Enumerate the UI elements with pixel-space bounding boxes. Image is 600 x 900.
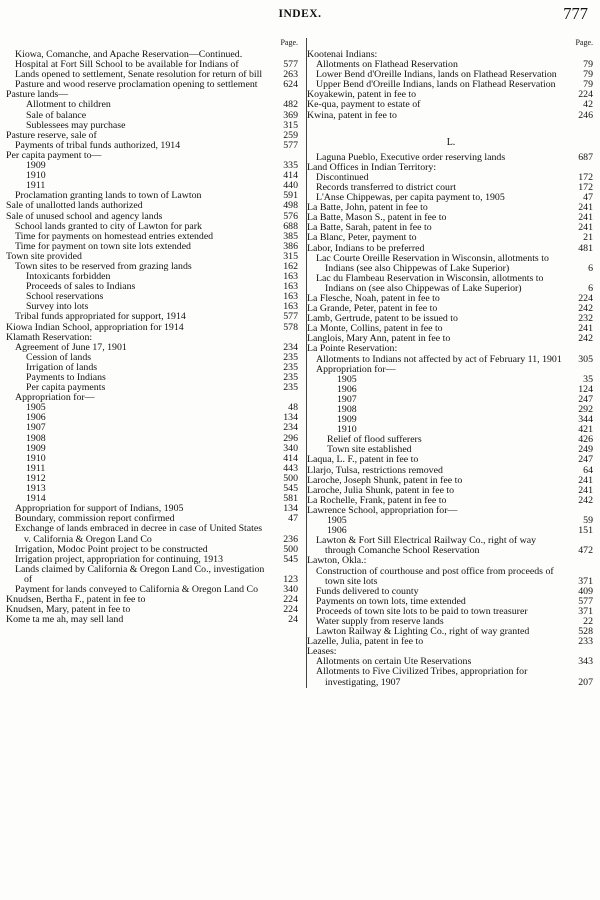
index-entry xyxy=(307,506,595,516)
entry-page: 472 xyxy=(578,545,593,557)
index-entry xyxy=(307,567,595,587)
entry-text: Pasture lands— xyxy=(6,89,69,101)
entry-page: 426 xyxy=(578,434,593,446)
entry-page: 414 xyxy=(283,452,298,464)
entry-page: 6 xyxy=(588,282,593,294)
entry-text: Tribal funds appropriated for support, 1914 xyxy=(15,311,186,323)
entry-page: 369 xyxy=(283,109,298,121)
left-entry-list xyxy=(6,50,300,625)
entry-text: Payments to Indians xyxy=(26,372,106,383)
entry-text: La Rochelle, Frank, patent in fee to xyxy=(307,494,447,506)
entry-text: La Pointe Reservation: xyxy=(307,343,398,355)
entry-text: Pasture reserve, sale of xyxy=(6,129,97,141)
entry-text: Lac du Flambeau Reservation in Wisconsin, allotments to Indians on (see also Chippewas of Lake Superior) xyxy=(316,272,544,294)
index-entry xyxy=(6,484,300,494)
entry-text: 1911 xyxy=(26,180,46,192)
entry-page: 232 xyxy=(578,313,593,325)
entry-page: 134 xyxy=(283,412,298,424)
entry-text: Appropriation for support of Indians, 1905 xyxy=(15,503,184,515)
page-header xyxy=(0,4,600,24)
entry-page: 236 xyxy=(283,533,298,545)
entry-text: Lands opened to settlement, Senate resolution for return of bill xyxy=(15,69,263,81)
entry-text: 1910 xyxy=(26,452,46,464)
entry-text: Lamb, Gertrude, patent to be issued to xyxy=(307,313,458,325)
index-entry xyxy=(6,151,300,161)
entry-page: 234 xyxy=(283,341,298,353)
entry-text: Cession of lands xyxy=(26,351,92,363)
entry-text: Payment for lands conveyed to California & Oregon Land Co xyxy=(15,583,259,595)
entry-text: 1912 xyxy=(26,472,46,484)
entry-text: Construction of courthouse and post office from proceeds of town site lots xyxy=(316,565,554,587)
entry-text: Proceeds of sales to Indians xyxy=(26,281,136,293)
index-entry xyxy=(307,233,595,243)
entry-text: Kwina, patent in fee to xyxy=(307,109,397,121)
entry-page: 371 xyxy=(578,605,593,617)
entry-text: Lazelle, Julia, patent in fee to xyxy=(307,636,424,648)
entry-text: 1906 xyxy=(26,412,46,424)
entry-text: Town site established xyxy=(327,444,412,456)
entry-page: 242 xyxy=(578,303,593,315)
entry-page: 335 xyxy=(283,160,298,172)
entry-page: 577 xyxy=(283,59,298,71)
entry-page: 224 xyxy=(283,604,298,616)
entry-page: 500 xyxy=(283,543,298,555)
entry-text: Intoxicants forbidden xyxy=(26,271,111,283)
entry-text: Per capita payment to— xyxy=(6,149,102,161)
index-entry xyxy=(6,474,300,484)
entry-page: 500 xyxy=(283,472,298,484)
entry-text: Irrigation project, appropriation for continuing, 1913 xyxy=(15,553,224,565)
entry-text: Allotments to Indians not affected by act of February 11, 1901 xyxy=(316,353,562,365)
entry-text: Koyakewin, patent in fee to xyxy=(307,89,417,101)
entry-page: 242 xyxy=(578,333,593,345)
entry-text: Appropriation for— xyxy=(316,363,396,375)
entry-text: Lands claimed by California & Oregon Land Co., investigation of xyxy=(15,563,265,585)
entry-text: Upper Bend d'Oreille Indians, lands on Flathead Reservation xyxy=(316,79,556,91)
entry-text: La Batte, John, patent in fee to xyxy=(307,202,428,214)
entry-page: 79 xyxy=(583,69,593,81)
entry-text: Proclamation granting lands to town of Lawton xyxy=(15,190,202,202)
entry-page: 241 xyxy=(578,323,593,335)
entry-page: 59 xyxy=(583,515,593,527)
entry-text: Land Offices in Indian Territory: xyxy=(307,161,437,173)
entry-text: 1909 xyxy=(337,414,357,426)
entry-text: Lawton Railway & Lighting Co., right of way granted xyxy=(316,626,530,638)
entry-page: 35 xyxy=(583,373,593,385)
entry-page: 577 xyxy=(283,139,298,151)
entry-text: Exchange of lands embraced in decree in case of United States v. California & Oregon Land Co xyxy=(15,523,263,545)
entry-page: 42 xyxy=(583,99,593,111)
index-entry xyxy=(307,556,595,566)
entry-text: Kootenai Indians: xyxy=(307,49,378,60)
index-entry xyxy=(307,111,595,121)
entry-page: 482 xyxy=(283,99,298,111)
entry-text: Labor, Indians to be preferred xyxy=(307,242,425,254)
entry-page: 386 xyxy=(283,240,298,252)
entry-text: Hospital at Fort Sill School to be available for Indians of xyxy=(15,59,239,71)
entry-page: 624 xyxy=(283,79,298,91)
entry-page: 409 xyxy=(578,585,593,597)
entry-page: 123 xyxy=(283,573,298,585)
entry-text: 1907 xyxy=(337,393,357,405)
entry-page: 340 xyxy=(283,442,298,454)
entry-page: 688 xyxy=(283,220,298,232)
index-entry xyxy=(6,171,300,181)
entry-page: 440 xyxy=(283,180,298,192)
entry-page: 305 xyxy=(578,353,593,365)
entry-page: 224 xyxy=(578,89,593,101)
index-entry xyxy=(6,403,300,413)
entry-page: 79 xyxy=(583,79,593,91)
entry-text: 1909 xyxy=(26,160,46,172)
entry-page: 162 xyxy=(283,260,298,272)
entry-text: Payments on town lots, time extended xyxy=(316,595,466,607)
entry-text: Klamath Reservation: xyxy=(6,331,93,343)
entry-page: 246 xyxy=(578,109,593,121)
entry-text: L'Anse Chippewas, per capita payment to, 1905 xyxy=(316,192,505,204)
entry-page: 235 xyxy=(283,361,298,373)
entry-page: 545 xyxy=(283,483,298,495)
entry-page: 371 xyxy=(578,575,593,587)
entry-page: 315 xyxy=(283,119,298,131)
entry-text: 1911 xyxy=(26,462,46,474)
entry-page: 224 xyxy=(578,292,593,304)
entry-page: 6 xyxy=(588,262,593,274)
entry-text: Relief of flood sufferers xyxy=(327,434,422,446)
entry-text: Survey into lots xyxy=(26,301,89,313)
entry-page: 163 xyxy=(283,281,298,293)
index-entry xyxy=(6,524,300,544)
entry-page: 241 xyxy=(578,222,593,234)
entry-text: Town site provided xyxy=(6,250,82,262)
entry-text: Laqua, L. F., patent in fee to xyxy=(307,454,419,466)
entry-page: 315 xyxy=(283,250,298,262)
entry-page: 259 xyxy=(283,129,298,141)
entry-text: Water supply from reserve lands xyxy=(316,615,444,627)
entry-text: Sale of balance xyxy=(26,109,87,121)
entry-page: 134 xyxy=(283,503,298,515)
entry-page: 163 xyxy=(283,291,298,303)
entry-text: La Grande, Peter, patent in fee to xyxy=(307,303,438,315)
entry-text: 1906 xyxy=(327,525,347,537)
entry-text: Knudsen, Bertha F., patent in fee to xyxy=(6,594,146,606)
entry-text: Appropriation for— xyxy=(15,392,95,404)
entry-text: Kome ta me ah, may sell land xyxy=(6,614,124,626)
index-entry xyxy=(307,637,595,647)
index-entry xyxy=(307,254,595,274)
entry-page: 292 xyxy=(578,404,593,415)
entry-text: 1907 xyxy=(26,422,46,434)
entry-text: Proceeds of town site lots to be paid to town treasurer xyxy=(316,605,528,617)
right-column xyxy=(306,38,595,688)
entry-page: 47 xyxy=(288,513,298,525)
entry-text: Town sites to be reserved from grazing lands xyxy=(15,260,192,272)
entry-page: 235 xyxy=(283,372,298,383)
entry-page: 577 xyxy=(283,311,298,323)
entry-text: Allotments on certain Ute Reservations xyxy=(316,656,472,668)
entry-text: La Monte, Collins, patent in fee to xyxy=(307,323,443,335)
entry-text: Kiowa, Comanche, and Apache Reservation—Continued. xyxy=(15,49,243,60)
index-entry xyxy=(6,393,300,403)
entry-page: 576 xyxy=(283,210,298,222)
entry-page: 385 xyxy=(283,230,298,242)
index-entry xyxy=(6,454,300,464)
entry-page: 234 xyxy=(283,422,298,434)
entry-text: 1906 xyxy=(337,383,357,395)
entry-text: La Batte, Mason S., patent in fee to xyxy=(307,212,447,224)
entry-text: Laroche, Julia Shunk, patent in fee to xyxy=(307,484,455,496)
entry-text: Irrigation, Modoc Point project to be constructed xyxy=(15,543,208,555)
entry-page: 241 xyxy=(578,484,593,496)
page-title: INDEX. xyxy=(278,8,322,20)
entry-text: Kiowa Indian School, appropriation for 1914 xyxy=(6,321,184,333)
entry-page: 241 xyxy=(578,474,593,486)
index-entry xyxy=(6,161,300,171)
entry-text: Llarjo, Tulsa, restrictions removed xyxy=(307,464,443,476)
entry-page: 235 xyxy=(283,382,298,394)
entry-page: 343 xyxy=(578,656,593,668)
entry-text: 1908 xyxy=(26,432,46,444)
entry-page: 344 xyxy=(578,414,593,426)
entry-text: 1909 xyxy=(26,442,46,454)
entry-text: Allotments on Flathead Reservation xyxy=(316,59,458,71)
entry-page: 124 xyxy=(578,383,593,395)
entry-page: 340 xyxy=(283,583,298,595)
entry-text: Lawton, Okla.: xyxy=(307,555,367,567)
entry-text: Allotment to children xyxy=(26,99,111,111)
entry-text: Agreement of June 17, 1901 xyxy=(15,341,127,353)
entry-text: Lac Courte Oreille Reservation in Wisconsin, allotments to Indians (see also Chippewas of Lake Superior) xyxy=(316,252,549,274)
entry-text: 1910 xyxy=(26,170,46,182)
entry-text: 1905 xyxy=(327,515,347,527)
entry-text: Time for payment on town site lots extended xyxy=(15,240,191,252)
entry-text: La Batte, Sarah, patent in fee to xyxy=(307,222,432,234)
entry-page: 414 xyxy=(283,170,298,182)
entry-page: 242 xyxy=(578,494,593,506)
entry-page: 163 xyxy=(283,271,298,283)
index-entry xyxy=(6,434,300,444)
entry-text: Time for payments on homestead entries extended xyxy=(15,230,214,242)
entry-text: Lawrence School, appropriation for— xyxy=(307,504,458,516)
entry-text: Leases: xyxy=(307,646,337,658)
entry-page: 172 xyxy=(578,171,593,183)
entry-text: 1905 xyxy=(337,373,357,385)
entry-page: 48 xyxy=(288,402,298,414)
right-entry-list-k xyxy=(307,50,595,121)
entry-page: 163 xyxy=(283,301,298,313)
entry-page: 24 xyxy=(288,614,298,626)
entry-text: Sale of unused school and agency lands xyxy=(6,210,163,222)
entry-page: 247 xyxy=(578,454,593,466)
entry-text: La Blanc, Peter, payment to xyxy=(307,232,417,244)
entry-text: Knudsen, Mary, patent in fee to xyxy=(6,604,131,616)
index-entry xyxy=(6,413,300,423)
entry-text: 1908 xyxy=(337,404,357,415)
entry-page: 172 xyxy=(578,181,593,193)
entry-text: Per capita payments xyxy=(26,382,106,394)
entry-text: Pasture and wood reserve proclamation opening to settlement xyxy=(15,79,258,91)
entry-page: 581 xyxy=(283,493,298,505)
entry-page: 224 xyxy=(283,594,298,606)
entry-page: 421 xyxy=(578,424,593,436)
index-entry xyxy=(6,565,300,585)
entry-page: 498 xyxy=(283,200,298,212)
entry-page: 296 xyxy=(283,432,298,444)
entry-text: Irrigation of lands xyxy=(26,361,98,373)
entry-page: 47 xyxy=(583,192,593,204)
right-entry-list-l xyxy=(307,153,595,688)
index-entry xyxy=(307,274,595,294)
entry-page: 233 xyxy=(578,636,593,648)
index-entry xyxy=(6,201,300,211)
entry-page: 241 xyxy=(578,212,593,224)
left-column xyxy=(6,38,300,625)
entry-page: 22 xyxy=(583,615,593,627)
entry-page: 687 xyxy=(578,151,593,163)
index-entry xyxy=(6,464,300,474)
index-entry xyxy=(307,536,595,556)
entry-text: 1913 xyxy=(26,483,46,495)
entry-text: Discontinued xyxy=(316,171,369,183)
index-entry xyxy=(6,444,300,454)
entry-page: 578 xyxy=(283,321,298,333)
entry-page: 247 xyxy=(578,393,593,405)
entry-page: 263 xyxy=(283,69,298,81)
entry-page: 64 xyxy=(583,464,593,476)
index-entry xyxy=(6,615,300,625)
entry-text: Payments of tribal funds authorized, 1914 xyxy=(15,139,181,151)
entry-text: Lawton & Fort Sill Electrical Railway Co., right of way through Comanche School Reservation xyxy=(316,535,537,557)
index-entry xyxy=(307,516,595,526)
entry-text: Funds delivered to county xyxy=(316,585,419,597)
entry-page: 249 xyxy=(578,444,593,456)
entry-text: 1910 xyxy=(337,424,357,436)
entry-page: 21 xyxy=(583,232,593,244)
entry-text: Laroche, Joseph Shunk, patent in fee to xyxy=(307,474,463,486)
entry-text: Lower Bend d'Oreille Indians, lands on Flathead Reservation xyxy=(316,69,557,81)
section-letter: L. xyxy=(446,136,456,148)
entry-text: 1914 xyxy=(26,493,46,505)
entry-text: La Flesche, Noah, patent in fee to xyxy=(307,292,440,304)
entry-text: Records transferred to district court xyxy=(316,181,456,193)
entry-page: 207 xyxy=(578,676,593,688)
entry-text: School lands granted to city of Lawton for park xyxy=(15,220,202,232)
entry-page: 577 xyxy=(578,595,593,607)
page-number: 777 xyxy=(563,4,588,23)
entry-page: 241 xyxy=(578,202,593,214)
entry-text: 1905 xyxy=(26,402,46,414)
entry-text: Allotments to Five Civilized Tribes, appropriation for investigating, 1907 xyxy=(316,666,528,688)
entry-page: 79 xyxy=(583,59,593,71)
entry-page: 591 xyxy=(283,190,298,202)
page-column-label: Page. xyxy=(575,38,593,47)
index-entry xyxy=(307,667,595,687)
entry-page: 235 xyxy=(283,351,298,363)
entry-text: Ke-qua, payment to estate of xyxy=(307,99,421,111)
index-entry xyxy=(6,423,300,433)
entry-page: 545 xyxy=(283,553,298,565)
entry-page: 528 xyxy=(578,626,593,638)
entry-text: Sublessees may purchase xyxy=(26,119,126,131)
entry-text: Sale of unallotted lands authorized xyxy=(6,200,143,212)
entry-text: Langlois, Mary Ann, patent in fee to xyxy=(307,333,451,345)
page-column-label: Page. xyxy=(280,38,298,47)
entry-page: 443 xyxy=(283,462,298,474)
entry-text: School reservations xyxy=(26,291,104,303)
entry-page: 151 xyxy=(578,525,593,537)
entry-text: Boundary, commission report confirmed xyxy=(15,513,175,525)
entry-text: Laguna Pueblo, Executive order reserving lands xyxy=(316,151,506,163)
entry-page: 481 xyxy=(578,242,593,254)
